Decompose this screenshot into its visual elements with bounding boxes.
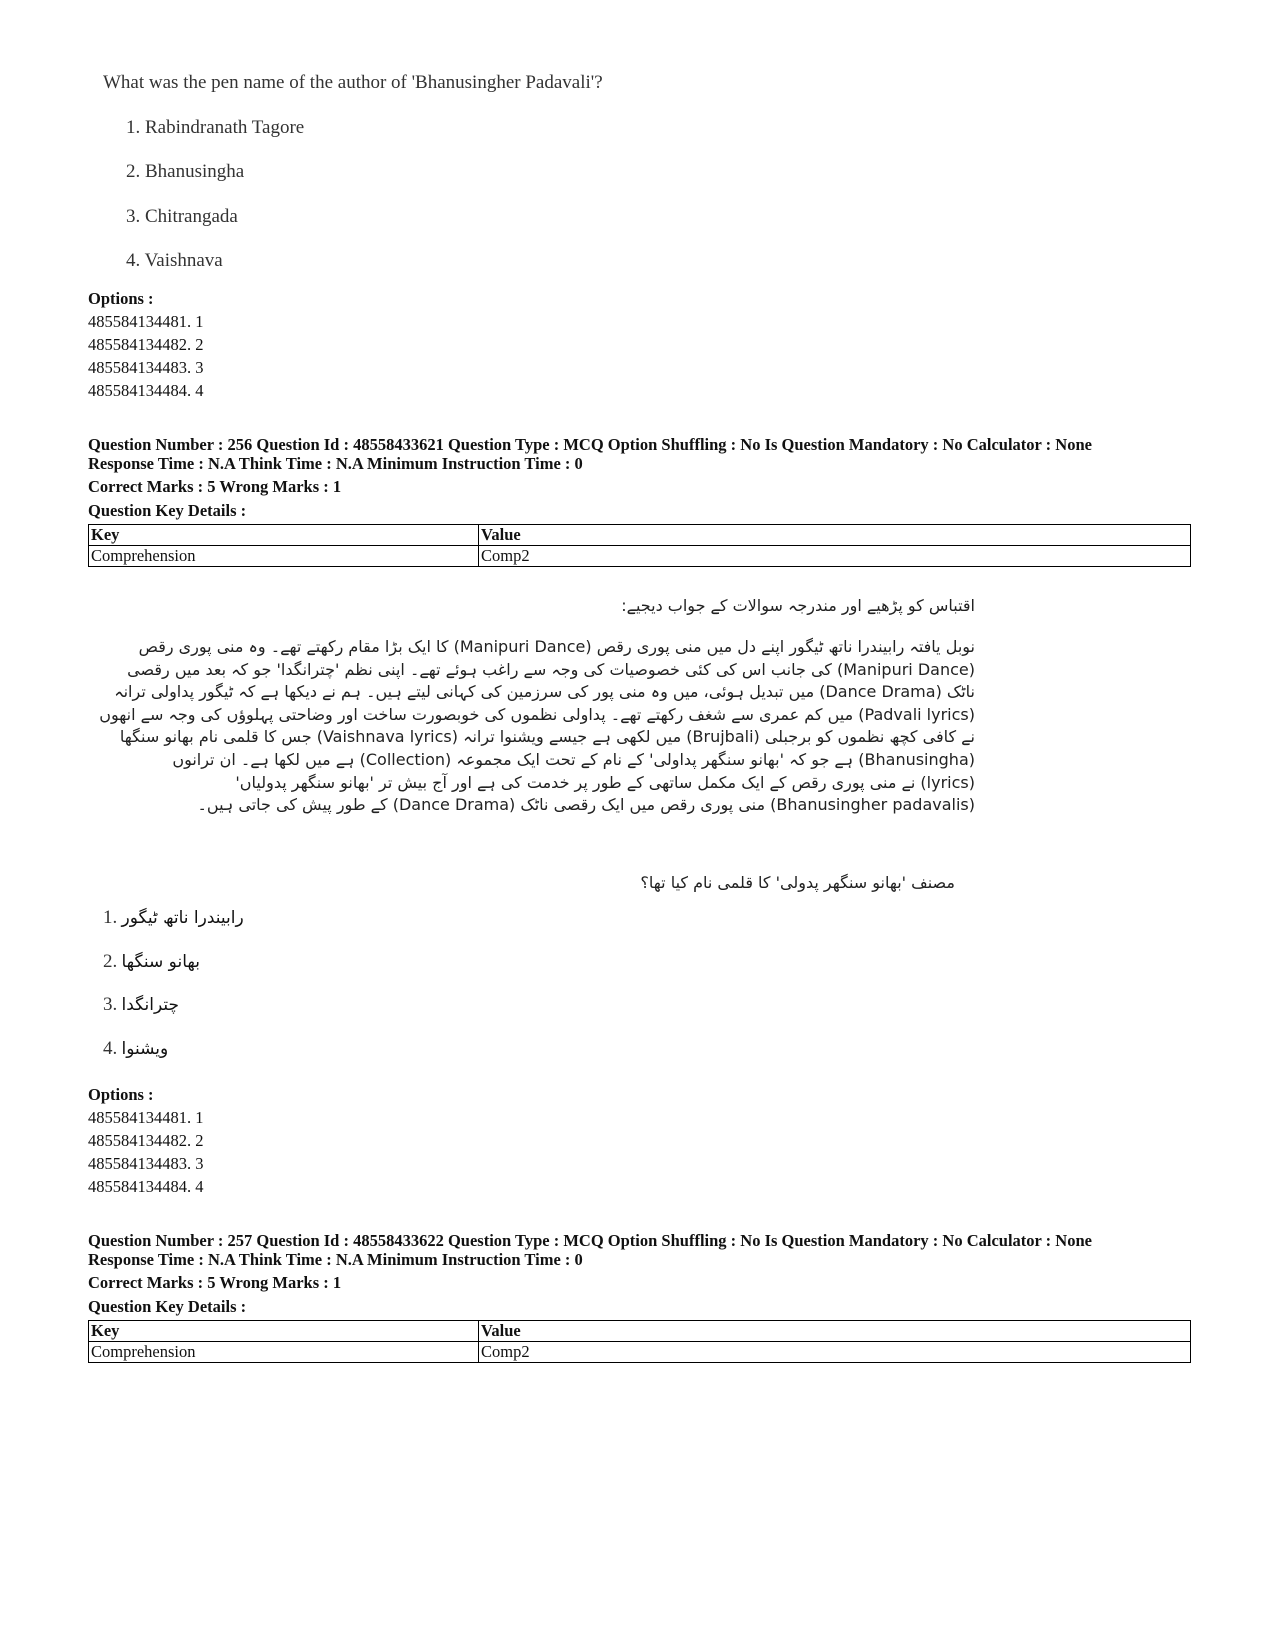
option-id: 485584134482. 2 — [88, 335, 204, 354]
option-id: 485584134484. 4 — [88, 381, 204, 400]
option-id: 485584134481. 1 — [88, 312, 204, 331]
option-text-ur: چترانگدا — [121, 995, 180, 1015]
key-details-label: Question Key Details : — [88, 1297, 247, 1316]
option-number: 3. — [103, 994, 118, 1015]
option-text-ur: بھانو سنگھا — [121, 952, 200, 972]
key-details-label: Question Key Details : — [88, 501, 247, 520]
option-ur-1 — [103, 907, 244, 929]
option-en-1: 1. Rabindranath Tagore — [126, 117, 305, 138]
passage-line: (lyrics) نے منی پوری رقص کے ایک مکمل ساتھی کے طور پر خدمت کی ہے اور آج بیش تر 'بھانو سنگھر پدولیاں' — [235, 772, 975, 792]
passage-ur — [85, 636, 975, 817]
table-header-key: Key — [89, 1321, 479, 1342]
passage-line: نے کافی کچھ نظموں کو برجبلی (Brujbali) میں لکھی ہے جیسے ویشنوا ترانہ (Vaishnava lyrics) جس کا قلمی نام بھانو سنگھا — [119, 727, 975, 747]
key-details-table — [88, 1320, 1191, 1363]
passage-line: (Padvali lyrics) میں کم عمری سے شغف رکھتے تھے۔ پداولی نظموں کی خوبصورت ساخت اور وضاحتی پہلوؤں کی وجہ سے انھوں — [99, 704, 975, 724]
table-header-value: Value — [479, 525, 1191, 546]
table-row — [89, 1342, 1191, 1363]
marks-line: Correct Marks : 5 Wrong Marks : 1 — [88, 477, 342, 496]
option-id: 485584134483. 3 — [88, 358, 204, 377]
question-meta — [88, 1231, 1188, 1269]
passage-heading-ur: اقتباس کو پڑھیے اور مندرجہ سوالات کے جواب دیجیے: — [621, 596, 975, 615]
passage-line: (Bhanusingha) ہے جو کہ 'بھانو سنگھر پداولی' کے نام کے تحت ایک مجموعہ (Collection) ہے میں لکھا ہے۔ ان ترانوں — [172, 749, 975, 769]
marks-line: Correct Marks : 5 Wrong Marks : 1 — [88, 1273, 342, 1292]
table-header-key: Key — [89, 525, 479, 546]
passage-line: نوبل یافتہ رابیندرا ناتھ ٹیگور اپنے دل میں منی پوری رقص (Manipuri Dance) کا ایک بڑا مقام رکھتے تھے۔ وہ منی پوری رقص — [138, 637, 975, 656]
table-cell-value: Comp2 — [479, 1342, 1191, 1363]
option-en-4: 4. Vaishnava — [126, 250, 223, 271]
option-id: 485584134483. 3 — [88, 1154, 204, 1173]
key-details-table — [88, 524, 1191, 567]
option-ur-2 — [103, 951, 200, 973]
table-cell-key: Comprehension — [89, 1342, 479, 1363]
table-header-value: Value — [479, 1321, 1191, 1342]
table-cell-key: Comprehension — [89, 546, 479, 567]
question-meta-line2: Response Time : N.A Think Time : N.A Minimum Instruction Time : 0 — [88, 454, 583, 473]
option-id: 485584134481. 1 — [88, 1108, 204, 1127]
option-number: 1. — [103, 907, 118, 928]
table-header-row — [89, 525, 1191, 546]
option-text-ur: رابیندرا ناتھ ٹیگور — [121, 908, 244, 928]
option-id: 485584134482. 2 — [88, 1131, 204, 1150]
question-meta-line2: Response Time : N.A Think Time : N.A Minimum Instruction Time : 0 — [88, 1250, 583, 1269]
question-text-en: What was the pen name of the author of 'Bhanusingher Padavali'? — [103, 72, 603, 93]
table-cell-value: Comp2 — [479, 546, 1191, 567]
option-number: 4. — [103, 1038, 118, 1059]
passage-line: (Bhanusingher padavalis) منی پوری رقص میں ایک رقصی ناٹک (Dance Drama) کے طور پیش کی جاتی ہیں۔ — [197, 795, 975, 815]
option-ur-3 — [103, 994, 179, 1016]
option-en-3: 3. Chitrangada — [126, 206, 238, 227]
passage-line: (Manipuri Dance) کی جانب اس کی کئی خصوصیات کی وجہ سے راغب ہوئے تھے۔ اپنی نظم 'چترانگدا' جو کہ بعد میں رقصی — [127, 659, 975, 679]
table-row — [89, 546, 1191, 567]
options-label: Options : — [88, 1085, 154, 1104]
option-en-2: 2. Bhanusingha — [126, 161, 245, 182]
question-meta — [88, 435, 1188, 473]
option-id: 485584134484. 4 — [88, 1177, 204, 1196]
question-meta-line1: Question Number : 256 Question Id : 48558433621 Question Type : MCQ Option Shuffling : No Is Question Mandatory : No Calculator : None — [88, 435, 1092, 454]
question-text-ur: مصنف 'بھانو سنگھر پدولی' کا قلمی نام کیا تھا؟ — [640, 873, 955, 892]
passage-line: ناٹک (Dance Drama) میں تبدیل ہوئی، میں وہ منی پور کی سرزمین کی کہانی لیتے ہیں۔ ہم نے دیکھا ہے کہ ٹیگور پداولی ترانہ — [114, 682, 975, 702]
table-header-row — [89, 1321, 1191, 1342]
options-label: Options : — [88, 289, 154, 308]
question-meta-line1: Question Number : 257 Question Id : 48558433622 Question Type : MCQ Option Shuffling : No Is Question Mandatory : No Calculator : None — [88, 1231, 1092, 1250]
option-number: 2. — [103, 951, 118, 972]
option-text-ur: ویشنوا — [121, 1039, 169, 1059]
option-ur-4 — [103, 1038, 168, 1060]
